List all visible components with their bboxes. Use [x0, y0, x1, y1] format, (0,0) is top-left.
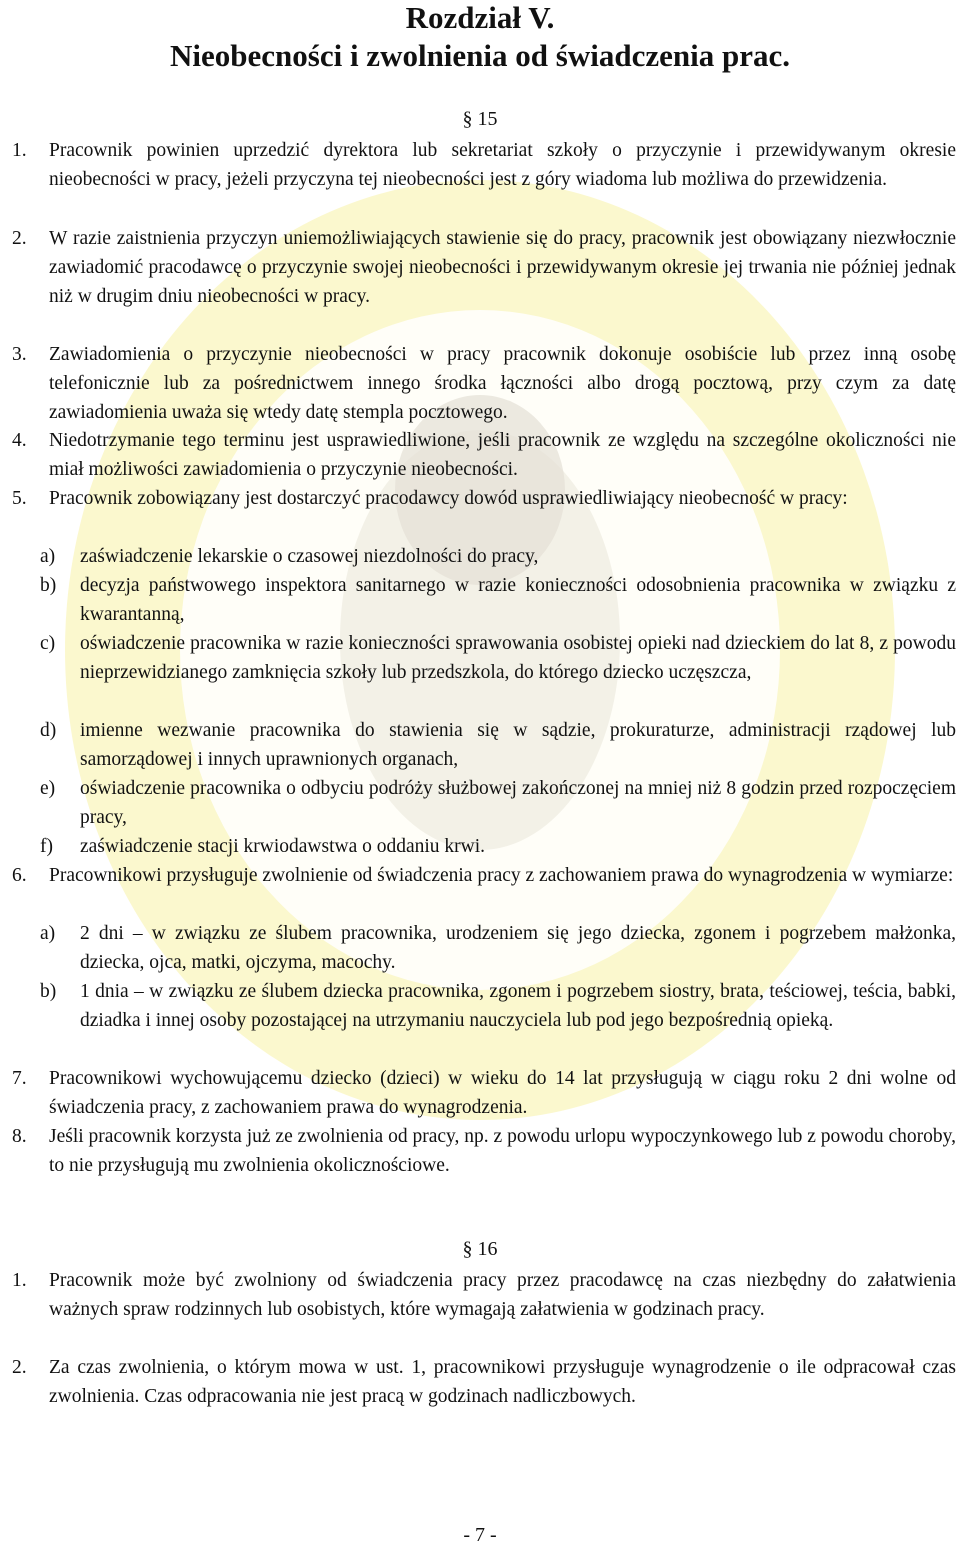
paragraph-15-8: 8. Jeśli pracownik korzysta już ze zwolnienia od pracy, np. z powodu urlopu wypoczynkowego lub z powodu choroby, to nie przysługują mu zwolnienia okolicznościowe.	[12, 1126, 956, 1176]
section-heading-15: § 15	[462, 108, 498, 130]
paragraph-15-4: 4. Niedotrzymanie tego terminu jest usprawiedliwione, jeśli pracownik ze względu na szczególne okoliczności nie miał możliwości zawiadomienia o przyczynie nieobecności.	[12, 430, 956, 480]
chapter-title: Nieobecności i zwolnienia od świadczenia prac.	[170, 38, 790, 73]
paragraph-15-5: 5. Pracownik zobowiązany jest dostarczyć pracodawcy dowód usprawiedliwiający nieobecność w pracy:	[12, 488, 848, 509]
list-item-5d: d) imienne wezwanie pracownika do stawienia się w sądzie, prokuraturze, administracji rządowej lub samorządowej i innych uprawnionych organach,	[40, 720, 956, 770]
chapter-number: Rozdział V.	[405, 0, 555, 35]
paragraph-15-1: 1. Pracownik powinien uprzedzić dyrektora lub sekretariat szkoły o przyczynie i przewidywanym okresie nieobecności w pracy, jeżeli przyczyna tej nieobecności jest z góry wiadoma lub możliwa do przewidzenia.	[12, 140, 956, 190]
paragraph-15-2: 2. W razie zaistnienia przyczyn uniemożliwiających stawienie się do pracy, pracownik jest obowiązany niezwłocznie zawiadomić pracodawcę o przyczynie swojej nieobecności i przewidywanym okresie jej trwania nie później jednak niż w drugim dniu nieobecności w pracy.	[12, 228, 956, 307]
list-item-5e: e) oświadczenie pracownika o odbyciu podróży służbowej zakończonej na mniej niż 8 godzin przed rozpoczęciem pracy,	[40, 778, 956, 828]
list-item-6a: a) 2 dni – w związku ze ślubem pracownika, urodzeniem się jego dziecka, zgonem i pogrzebem małżonka, dziecka, ojca, matki, ojczyma, macochy.	[40, 923, 956, 973]
list-item-5f: f) zaświadczenie stacji krwiodawstwa o oddaniu krwi.	[40, 836, 486, 857]
list-item-5a: a) zaświadczenie lekarskie o czasowej niezdolności do pracy,	[40, 546, 539, 567]
paragraph-16-2: 2. Za czas zwolnienia, o którym mowa w ust. 1, pracownikowi przysługuje wynagrodzenie o ile odpracował czas zwolnienia. Czas odpracowania nie jest pracą w godzinach nadliczbowych.	[12, 1357, 956, 1407]
list-item-5c: c) oświadczenie pracownika w razie konieczności sprawowania osobistej opieki nad dzieckiem do lat 8, z powodu nieprzewidzianego zamknięcia szkoły lub przedszkola, do którego dziecko uczęszcza,	[40, 633, 956, 683]
page-number: - 7 -	[463, 1524, 497, 1546]
paragraph-15-3: 3. Zawiadomienia o przyczynie nieobecności w pracy pracownik dokonuje osobiście lub przez inną osobę telefonicznie lub za pośrednictwem innego środka łączności albo drogą pocztową, przy czym za datę zawiadomienia uważa się wtedy datę stempla pocztowego.	[12, 344, 956, 423]
paragraph-15-6: 6. Pracownikowi przysługuje zwolnienie od świadczenia pracy z zachowaniem prawa do wynagrodzenia w wymiarze:	[12, 865, 954, 886]
list-item-5b: b) decyzja państwowego inspektora sanitarnego w razie konieczności odosobnienia pracownika w związku z kwarantanną,	[40, 575, 956, 625]
section-heading-16: § 16	[462, 1238, 498, 1260]
paragraph-16-1: 1. Pracownik może być zwolniony od świadczenia pracy przez pracodawcę na czas niezbędny do załatwienia ważnych spraw rodzinnych lub osobistych, które wymagają załatwienia w godzinach pracy.	[12, 1270, 956, 1320]
list-item-6b: b) 1 dnia – w związku ze ślubem dziecka pracownika, zgonem i pogrzebem siostry, brata, teściowej, teścia, babki, dziadka i innej osoby pozostającej na utrzymaniu nauczyciela lub pod jego bezpośrednią opieką.	[40, 981, 956, 1031]
paragraph-15-7: 7. Pracownikowi wychowującemu dziecko (dzieci) w wieku do 14 lat przysługują w ciągu roku 2 dni wolne od świadczenia pracy, z zachowaniem prawa do wynagrodzenia.	[12, 1068, 956, 1118]
